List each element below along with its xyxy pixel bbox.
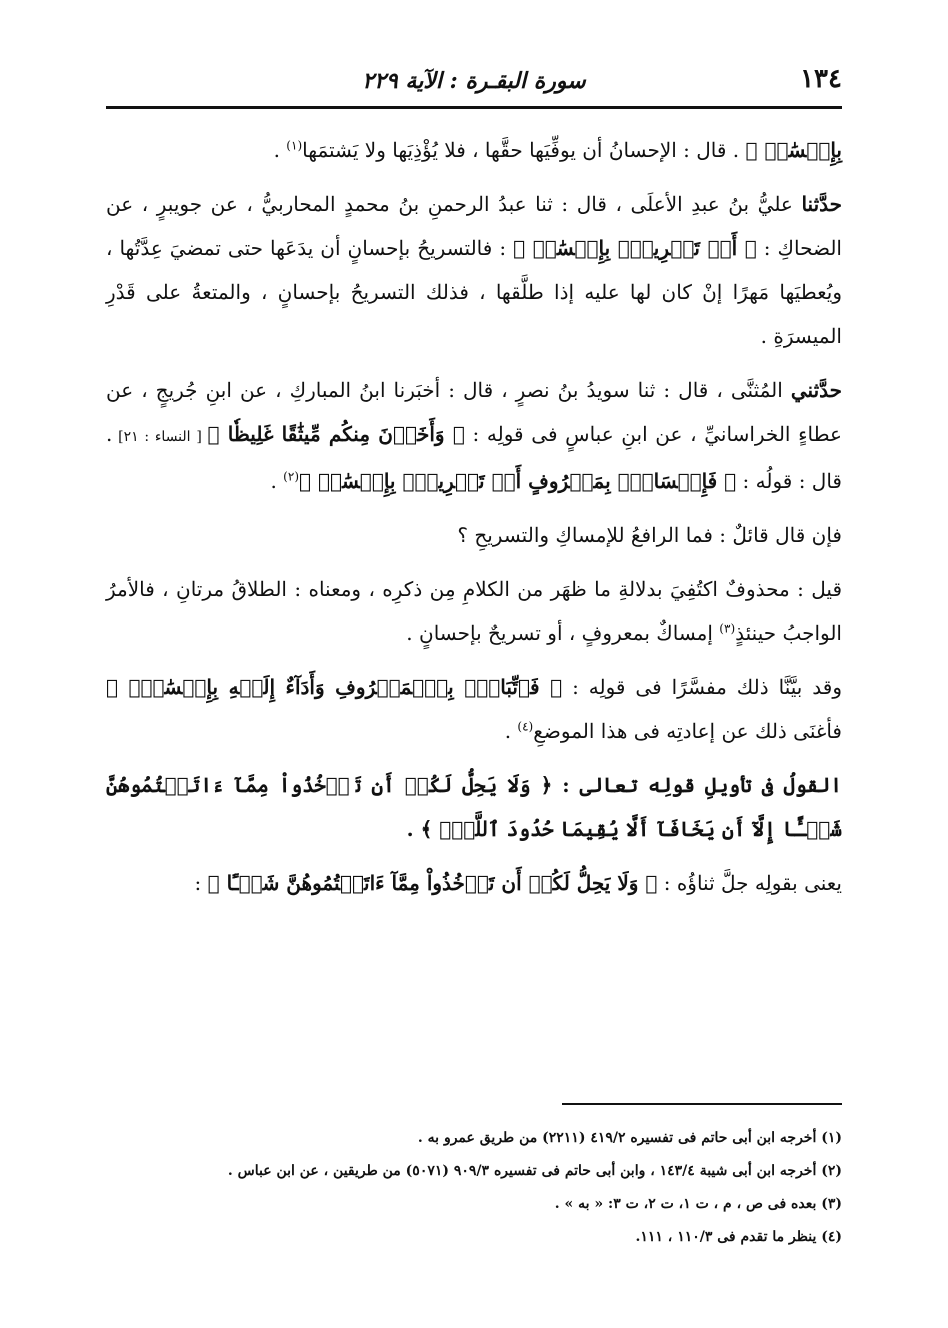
footnote-ref[interactable]: (١) [286, 138, 303, 153]
text-run: وقد بيَّنَّا ذلك مفسَّرًا فى قولِه : [562, 675, 842, 699]
text-run [552, 773, 562, 797]
quran-quote: ﴿ وَلَا يَحِلُّ لَكُمۡ أَن تَأۡخُذُواْ مِمَّآ ءَاتَيۡتُمُوهُنَّ شَيۡـًٔا إِلَّآ أَن يَخَافَآ أَلَّا يُقِيمَا حُدُودَ ٱللَّهِۖ ﴾ [106, 773, 842, 841]
footnote-item: (١) أخرجه ابن أبى حاتم فى تفسيره ٤١٩/٢ (٢٢١١) من طريق عمرو به . [417, 1130, 842, 1146]
footnote-item: (٢) أخرجه ابن أبى شيبة ١٤٣/٤ ، وابن أبى حاتم فى تفسيره ٩٠٩/٣ (٥٠٧١) من طريقين ، عن ابن عباس . [227, 1163, 842, 1179]
paragraph [106, 861, 842, 905]
footnote-item: (٤) ينظر ما تقدم فى ١١٠/٣ ، ١١١. [635, 1229, 842, 1245]
text-run: فإن قال قائلٌ : فما الرافعُ للإمساكِ والتسريحِ ؟ [457, 523, 842, 547]
citation: [ النساء : ٢١] [112, 429, 208, 445]
footnotes [106, 1122, 842, 1254]
paragraph-lead: حدَّثنا [801, 192, 842, 216]
section-heading [106, 763, 842, 851]
footnote-ref[interactable]: (٢) [283, 469, 299, 484]
footnote-item: (٣) بعده فى ص ، م ، ت ١، ت ٢، ت ٣: « به » . [554, 1196, 842, 1212]
quran-quote: بِإِحۡسَٰنٖ ﴾ [745, 138, 842, 162]
paragraph [106, 567, 842, 655]
quran-quote: ﴿ وَأَخَذۡنَ مِنكُم مِّيثَٰقًا غَلِيظٗا ﴾ [207, 422, 465, 446]
text-run: . [504, 719, 518, 743]
header-rule [106, 106, 842, 109]
text-run: يعنى بقولِه جلَّ ثناؤُه : [657, 871, 842, 895]
running-head: سورة البقـرة : الآية ٢٢٩ [362, 68, 586, 94]
paragraph [106, 665, 842, 753]
text-run: . [270, 469, 284, 493]
paragraph-lead: القولُ فى تأويلِ قولِه تعالى : [562, 773, 842, 797]
paragraph [106, 128, 842, 172]
main-text [106, 128, 842, 915]
quran-quote: ﴿ أَوۡ تَسۡرِيحُۢ بِإِحۡسَٰنٖ ﴾ [513, 236, 757, 260]
text-run: . قال : قولُه : [106, 422, 842, 493]
quran-quote: ﴿ وَلَا يَحِلُّ لَكُمۡ أَن تَأۡخُذُواْ مِمَّآ ءَاتَيۡتُمُوهُنَّ شَيۡـًٔا ﴾ [207, 871, 658, 895]
quran-quote: ﴿ فَإِمۡسَاكُۢ بِمَعۡرُوفٍ أَوۡ تَسۡرِيحُۢ بِإِحۡسَٰنٖ ﴾ [299, 469, 737, 493]
footnote-ref[interactable]: (٣) [719, 621, 736, 636]
text-run: : فالتسريحُ بإحسانٍ أن يدَعَها حتى تمضيَ عِدَّتُها ، ويُعطيَها مَهرًا إنْ كان لها عليه إذا طلَّقها ، فذلك التسريحُ بإحسانٍ ، والمتعةُ على قَدْرِ الميسرَةِ . [106, 236, 842, 348]
text-run: . [406, 817, 421, 841]
page-number: ١٣٤ [800, 64, 842, 94]
page-header [106, 58, 842, 98]
text-run: المُثنَّى ، قال : ثنا سويدُ بنُ نصرٍ ، قال : أخبَرنا ابنُ المباركِ ، عن ابنِ جُريجٍ ، عن عطاءٍ الخراسانيِّ ، عن ابنِ عباسٍ فى قولِه : [106, 378, 842, 446]
quran-quote: ﴿ فَٱتِّبَاعُۢ بِٱلۡمَعۡرُوفِ وَأَدَآءٌ إِلَيۡهِ بِإِحۡسَٰنٖۗ ﴾ [106, 675, 563, 699]
footnote-ref[interactable]: (٤) [517, 719, 534, 734]
text-run: : [194, 871, 208, 895]
paragraph [106, 182, 842, 358]
text-run: قيل : محذوفٌ اكتُفِيَ بدلالةِ ما ظهَر من الكلامِ مِن ذكرِه ، ومعناه : الطلاقُ مرتانِ ، فالأمرُ الواجبُ حينئذٍ [106, 577, 843, 645]
text-run: . قال : الإحسانُ أن يوفِّيَها حقَّها ، فلا يُؤْذِيَها ولا يَشتمَها [302, 138, 746, 162]
paragraph [106, 368, 842, 503]
text-run: فأغنَى ذلك عن إعادتِه فى هذا الموضعِ [533, 719, 842, 743]
paragraph [106, 513, 842, 557]
text-run: . [273, 138, 287, 162]
text-run: عليُّ بنُ عبدِ الأعلَى ، قال : ثنا عبدُ الرحمنِ بنُ محمدٍ المحاربيُّ ، عن جويبرٍ ، عن الضحاكِ : [106, 192, 842, 260]
text-run: إمساكٌ بمعروفٍ ، أو تسريحٌ بإحسانٍ . [406, 621, 720, 645]
paragraph-lead: حدَّثني [790, 378, 842, 402]
footnote-separator [562, 1103, 842, 1105]
